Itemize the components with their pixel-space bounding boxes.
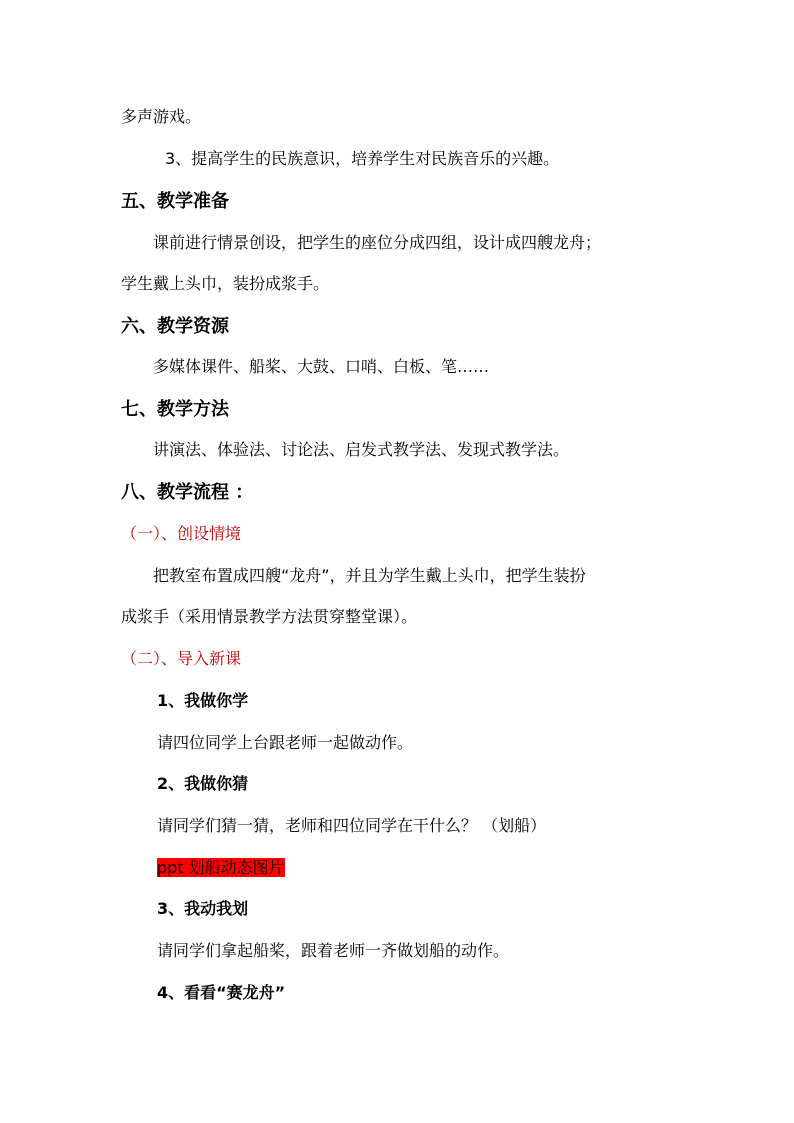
heading-methods: 七、教学方法 [121,399,229,420]
text-line: 请四位同学上台跟老师一起做动作。 [157,733,414,752]
heading-process: 八、教学流程 ： [121,482,254,503]
step-heading-3: 3、我动我划 [157,899,249,918]
subheading-scenario: （一）、创设情境 [121,524,242,543]
heading-preparation: 五、教学准备 [121,191,229,212]
ppt-highlight-label: ppt 划船动态图片 [157,858,285,877]
text-line: 多声游戏。 [121,107,202,126]
text-line: 学生戴上头巾，装扮成浆手。 [121,274,330,293]
text-line: 多媒体课件、船桨、大鼓、口哨、白板、笔…… [153,357,490,376]
subheading-introduction: （二）、导入新课 [121,649,242,668]
ppt-note [157,857,285,879]
text-line: 把教室布置成四艘“龙舟”，并且为学生戴上头巾，把学生装扮 [153,566,586,585]
step-heading-4: 4、看看“赛龙舟” [157,983,286,1002]
objective-item-3: 3、提高学生的民族意识，培养学生对民族音乐的兴趣。 [165,149,560,168]
heading-resources: 六、教学资源 [121,316,229,337]
text-line: 讲演法、体验法、讨论法、启发式教学法、发现式教学法。 [153,440,570,459]
text-line: 课前进行情景创设，把学生的座位分成四组，设计成四艘龙舟； [153,233,602,252]
text-line: 请同学们猜一猜，老师和四位同学在干什么？ （划船） [157,816,547,835]
text-line: 请同学们拿起船桨，跟着老师一齐做划船的动作。 [157,941,510,960]
step-heading-2: 2、我做你猜 [157,774,249,793]
text-line: 成浆手（采用情景教学方法贯穿整堂课）。 [121,607,418,626]
step-heading-1: 1、我做你学 [157,691,249,710]
